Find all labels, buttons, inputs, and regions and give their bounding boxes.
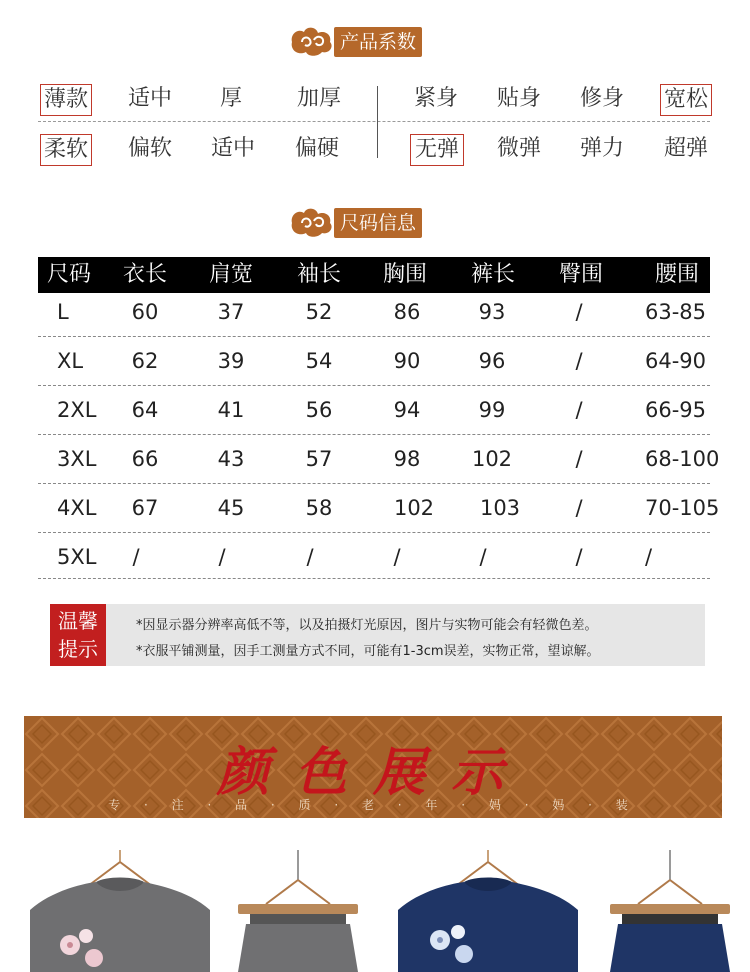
table-cell: 93 — [478, 300, 506, 324]
header-hip: 臀围 — [558, 262, 603, 287]
header-waist: 腰围 — [654, 262, 699, 287]
table-cell: 64 — [131, 398, 159, 422]
elasticity-option-slight: 微弹 — [496, 136, 541, 161]
row-divider — [38, 385, 710, 386]
tips-box — [50, 604, 705, 666]
softness-option-medium: 适中 — [210, 136, 255, 161]
table-cell: 66-95 — [645, 398, 707, 422]
table-cell: / — [645, 545, 653, 569]
table-cell: L — [57, 300, 69, 324]
table-cell: 102 — [393, 496, 435, 520]
table-cell: XL — [57, 349, 84, 373]
table-cell: 70-105 — [645, 496, 720, 520]
tips-badge-line1: 温馨 — [58, 609, 98, 633]
table-cell: 37 — [217, 300, 245, 324]
table-cell: 103 — [479, 496, 521, 520]
table-cell: 41 — [217, 398, 245, 422]
tip-line-1: *因显示器分辨率高低不等，以及拍摄灯光原因，图片与实物可能会有轻微色差。 — [136, 618, 598, 633]
fit-option-loose: 宽松 — [660, 84, 712, 116]
tips-badge-line2: 提示 — [58, 637, 98, 661]
header-chest: 胸围 — [382, 262, 427, 287]
section-title: 尺码信息 — [334, 208, 422, 238]
header-size: 尺码 — [46, 262, 91, 287]
table-cell: / — [575, 545, 583, 569]
table-cell: 5XL — [57, 545, 97, 569]
params-vertical-divider — [377, 86, 378, 158]
row-divider — [38, 532, 710, 533]
table-cell: 67 — [131, 496, 159, 520]
navy-sweater-image — [398, 840, 578, 972]
table-cell: 96 — [478, 349, 506, 373]
row-divider — [38, 336, 710, 337]
table-cell: / — [575, 300, 583, 324]
table-cell: 63-85 — [645, 300, 707, 324]
size-table-header — [38, 257, 710, 293]
table-cell: 2XL — [57, 398, 97, 422]
table-cell: 43 — [217, 447, 245, 471]
table-cell: / — [306, 545, 314, 569]
fit-option-close: 贴身 — [496, 86, 541, 111]
tip-line-2: *衣服平铺测量，因手工测量方式不同，可能有1-3cm误差，实物正常，望谅解。 — [136, 644, 600, 659]
table-cell: / — [575, 496, 583, 520]
table-cell: 3XL — [57, 447, 97, 471]
grey-sweater-image — [30, 840, 210, 972]
thickness-option-thin: 薄款 — [40, 84, 92, 116]
params-divider — [38, 121, 710, 122]
softness-option-fairly-soft: 偏软 — [127, 136, 172, 161]
header-length: 衣长 — [122, 262, 167, 287]
header-pants-length: 裤长 — [470, 262, 515, 287]
table-cell: 68-100 — [645, 447, 720, 471]
table-cell: / — [132, 545, 140, 569]
fit-option-tight: 紧身 — [413, 86, 458, 111]
banner-subtitle: 专 · 注 · 品 · 质 · 老 · 年 · 妈 · 妈 · 装 — [108, 798, 638, 812]
size-info-header — [0, 203, 750, 247]
table-cell: / — [575, 398, 583, 422]
grey-pants-image — [228, 840, 368, 972]
table-cell: / — [479, 545, 487, 569]
elasticity-option-stretch: 弹力 — [579, 136, 624, 161]
table-cell: 45 — [217, 496, 245, 520]
softness-option-fairly-hard: 偏硬 — [294, 136, 339, 161]
elasticity-option-super: 超弹 — [663, 136, 708, 161]
table-cell: / — [575, 447, 583, 471]
table-cell: 58 — [305, 496, 333, 520]
softness-option-soft: 柔软 — [40, 134, 92, 166]
table-cell: 52 — [305, 300, 333, 324]
table-cell: / — [575, 349, 583, 373]
table-cell: 57 — [305, 447, 333, 471]
table-cell: 66 — [131, 447, 159, 471]
elasticity-option-none: 无弹 — [410, 134, 464, 166]
thickness-option-extra-thick: 加厚 — [296, 86, 341, 111]
table-cell: 54 — [305, 349, 333, 373]
table-cell: 94 — [393, 398, 421, 422]
color-display-banner — [24, 716, 722, 818]
table-cell: / — [218, 545, 226, 569]
auspicious-cloud-icon — [288, 24, 336, 58]
row-divider — [38, 483, 710, 484]
table-cell: 60 — [131, 300, 159, 324]
table-cell: 99 — [478, 398, 506, 422]
row-divider — [38, 434, 710, 435]
banner-title: 颜色展示 — [216, 742, 529, 803]
fit-option-slim: 修身 — [579, 86, 624, 111]
header-sleeve: 袖长 — [296, 262, 341, 287]
table-cell: 4XL — [57, 496, 97, 520]
product-params-header — [0, 22, 750, 66]
table-cell: / — [393, 545, 401, 569]
table-cell: 98 — [393, 447, 421, 471]
table-cell: 39 — [217, 349, 245, 373]
auspicious-cloud-icon — [288, 205, 336, 239]
thickness-option-thick: 厚 — [219, 86, 242, 111]
table-cell: 86 — [393, 300, 421, 324]
header-shoulder: 肩宽 — [208, 262, 253, 287]
row-divider — [38, 578, 710, 579]
table-cell: 102 — [471, 447, 513, 471]
table-cell: 90 — [393, 349, 421, 373]
table-cell: 62 — [131, 349, 159, 373]
table-cell: 64-90 — [645, 349, 707, 373]
thickness-option-medium: 适中 — [127, 86, 172, 111]
tips-badge — [50, 604, 106, 666]
section-title: 产品系数 — [334, 27, 422, 57]
navy-pants-image — [600, 840, 750, 972]
table-cell: 56 — [305, 398, 333, 422]
